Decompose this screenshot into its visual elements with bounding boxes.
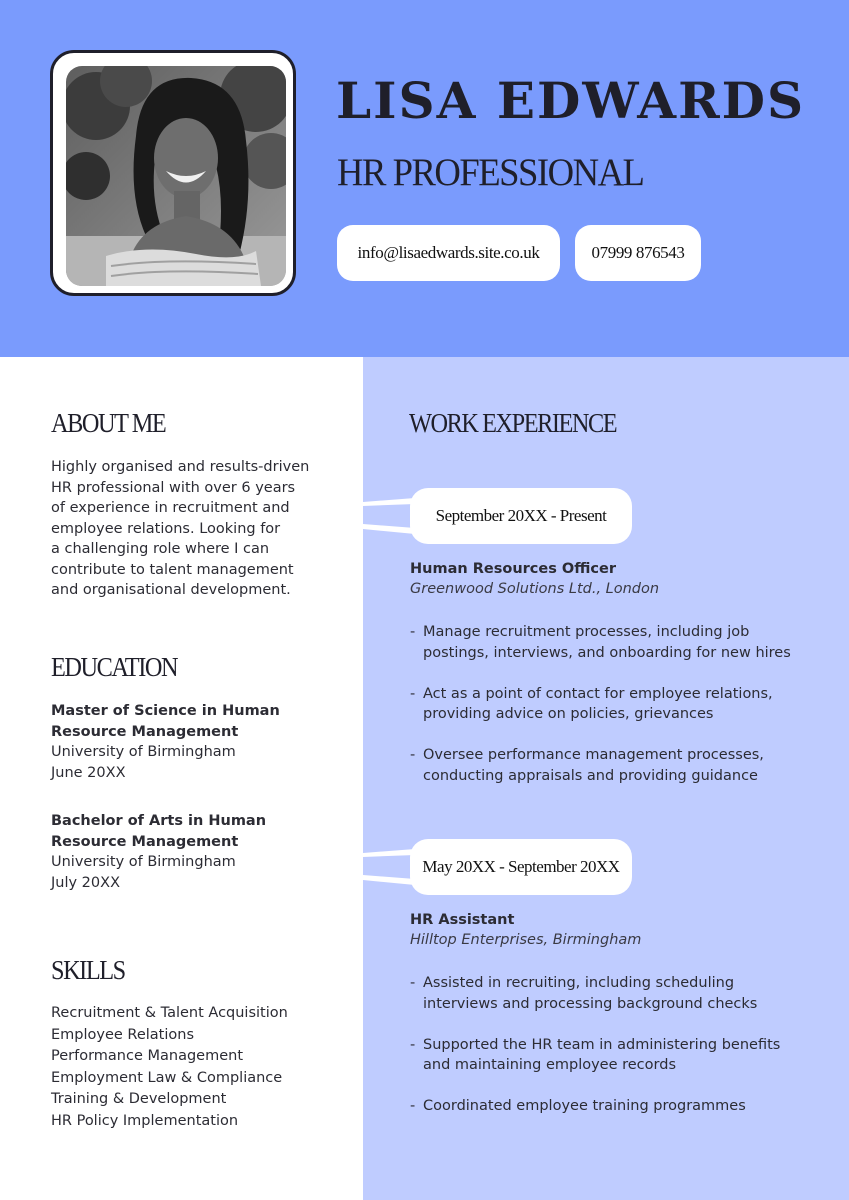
duty-item bbox=[410, 1035, 780, 1076]
duty-item bbox=[410, 1096, 780, 1117]
duty-item bbox=[410, 622, 791, 663]
duty-line: - Oversee performance management processes, bbox=[423, 747, 764, 763]
about-line: Highly organised and results-driven bbox=[51, 459, 310, 475]
job-dates: September 20XX - Present bbox=[410, 488, 632, 544]
email-contact[interactable]: info@lisaedwards.site.co.uk bbox=[337, 225, 560, 281]
school-name: University of Birmingham bbox=[51, 744, 236, 760]
graduation-date: June 20XX bbox=[51, 764, 126, 781]
duty-line: interviews and processing background checks bbox=[423, 995, 758, 1012]
about-line: and organisational development. bbox=[51, 582, 291, 598]
work-experience-heading: WORK EXPERIENCE bbox=[409, 408, 617, 438]
about-line: a challenging role where I can bbox=[51, 541, 270, 557]
degree-title: Master of Science in Human bbox=[51, 703, 280, 719]
candidate-name: LISA EDWARDS bbox=[336, 71, 806, 130]
duty-item bbox=[410, 973, 780, 1014]
job-dates: May 20XX - September 20XX bbox=[410, 839, 632, 895]
job-company: Hilltop Enterprises, Birmingham bbox=[410, 932, 642, 948]
duty-line: - Coordinated employee training programmes bbox=[423, 1098, 746, 1114]
job-position: Human Resources Officer bbox=[410, 561, 616, 577]
degree-title: Resource Management bbox=[51, 833, 239, 850]
duty-item bbox=[410, 745, 791, 786]
graduation-date: July 20XX bbox=[51, 874, 121, 891]
profile-photo-frame bbox=[50, 50, 296, 296]
duty-line: and maintaining employee records bbox=[423, 1057, 676, 1073]
about-text bbox=[51, 457, 336, 601]
duty-line: - Assisted in recruiting, including scheduling bbox=[423, 975, 735, 991]
job-position: HR Assistant bbox=[410, 912, 515, 928]
timeline-connector bbox=[363, 496, 415, 536]
duty-line: providing advice on policies, grievances bbox=[423, 706, 714, 722]
skills-list bbox=[51, 1003, 288, 1132]
duty-item bbox=[410, 684, 791, 725]
phone-contact[interactable]: 07999 876543 bbox=[575, 225, 701, 281]
job-company: Greenwood Solutions Ltd., London bbox=[410, 581, 660, 597]
about-line: of experience in recruitment and bbox=[51, 500, 290, 516]
about-line: HR professional with over 6 years bbox=[51, 479, 296, 496]
skill-item: Training & Development bbox=[51, 1091, 227, 1107]
school-name: University of Birmingham bbox=[51, 854, 236, 870]
skills-heading: SKILLS bbox=[51, 955, 125, 985]
professional-title: HR PROFESSIONAL bbox=[337, 151, 644, 194]
education-heading: EDUCATION bbox=[51, 652, 178, 682]
skill-item: Employment Law & Compliance bbox=[51, 1069, 283, 1086]
duty-line: - Supported the HR team in administering benefits bbox=[423, 1036, 781, 1053]
education-entry bbox=[51, 811, 341, 893]
duty-line: conducting appraisals and providing guidance bbox=[423, 767, 758, 784]
duty-line: postings, interviews, and onboarding for new hires bbox=[423, 644, 791, 661]
skill-item: Employee Relations bbox=[51, 1026, 195, 1043]
degree-title: Resource Management bbox=[51, 723, 239, 740]
about-heading: ABOUT ME bbox=[51, 408, 166, 438]
about-line: employee relations. Looking for bbox=[51, 520, 281, 537]
about-line: contribute to talent management bbox=[51, 561, 294, 578]
skill-item: Performance Management bbox=[51, 1048, 244, 1064]
skill-item: HR Policy Implementation bbox=[51, 1112, 239, 1129]
timeline-connector bbox=[363, 847, 415, 887]
skill-item: Recruitment & Talent Acquisition bbox=[51, 1005, 288, 1021]
duty-line: - Act as a point of contact for employee relations, bbox=[423, 685, 773, 702]
duty-line: - Manage recruitment processes, including job bbox=[423, 624, 750, 640]
job-duties bbox=[410, 622, 791, 807]
education-entry bbox=[51, 701, 341, 783]
profile-photo bbox=[66, 66, 286, 286]
degree-title: Bachelor of Arts in Human bbox=[51, 813, 267, 829]
job-duties bbox=[410, 973, 780, 1137]
